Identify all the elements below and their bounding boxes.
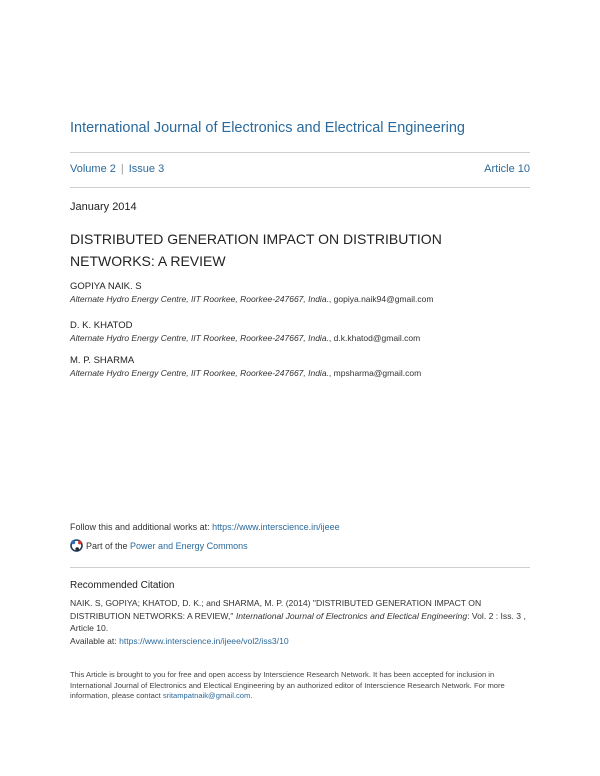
author-email: d.k.khatod@gmail.com [333,333,421,343]
publication-date: January 2014 [70,201,137,213]
recommended-citation-heading: Recommended Citation [70,580,175,591]
author-block [70,355,421,379]
part-of-line: Part of the Power and Energy Commons [70,539,248,552]
author-name: D. K. KHATOD [70,320,133,331]
issue-row [70,163,530,175]
volume-link[interactable]: Volume 2 [70,163,116,175]
follow-line: Follow this and additional works at: https://www.interscience.in/ijeee [70,522,340,532]
author-affiliation: Alternate Hydro Energy Centre, IIT Roorkee, Roorkee-247667, India., mpsharma@gmail.com [70,368,422,378]
citation-text: NAIK. S, GOPIYA; KHATOD, D. K.; and SHARMA, M. P. (2014) "DISTRIBUTED GENERATION IMPACT ON DISTRIBUTION NETWORKS: A REVIEW," International Journal of Electronics and Electical Engineering: Vol. 2 : Iss. 3 , Article 10. Available at: https://www.interscience.in/ijeee/vol2/iss3/10 [70,598,526,646]
issue-link[interactable]: Issue 3 [128,163,165,175]
power-energy-commons-link[interactable]: Power and Energy Commons [130,541,248,551]
author-affiliation: Alternate Hydro Energy Centre, IIT Roorkee, Roorkee-247667, India., d.k.khatod@gmail.com [70,333,421,343]
separator: | [120,163,124,175]
article-link[interactable]: Article 10 [484,163,530,175]
divider [70,152,530,153]
author-name: M. P. SHARMA [70,355,135,366]
citation-journal: International Journal of Electronics and Electical Engineering [235,610,468,621]
author-email: mpsharma@gmail.com [333,368,422,378]
author-block [70,281,433,305]
citation-url-link[interactable]: https://www.interscience.in/ijeee/vol2/iss3/10 [119,635,289,646]
article-title: DISTRIBUTED GENERATION IMPACT ON DISTRIBUTION NETWORKS: A REVIEW [70,231,442,269]
contact-email-link[interactable]: sritampatnaik@gmail.com [162,691,251,700]
journal-url-link[interactable]: https://www.interscience.in/ijeee [212,522,340,532]
author-email: gopiya.naik94@gmail.com [333,294,434,304]
divider [70,187,530,188]
footer-note: This Article is brought to you for free and open access by Interscience Research Network. It has been accepted for inclusion in International Journal of Electronics and Electical Engineering by an authorized editor of Interscience Research Network. For more information, please contact sritampatnaik@gmail.com. [70,670,505,700]
author-block [70,320,420,344]
author-name: GOPIYA NAIK. S [70,281,142,292]
network-icon [70,539,83,552]
divider [70,567,530,568]
journal-title[interactable]: International Journal of Electronics and Electrical Engineering [70,120,465,136]
author-affiliation: Alternate Hydro Energy Centre, IIT Roorkee, Roorkee-247667, India., gopiya.naik94@gmail.com [70,294,434,304]
